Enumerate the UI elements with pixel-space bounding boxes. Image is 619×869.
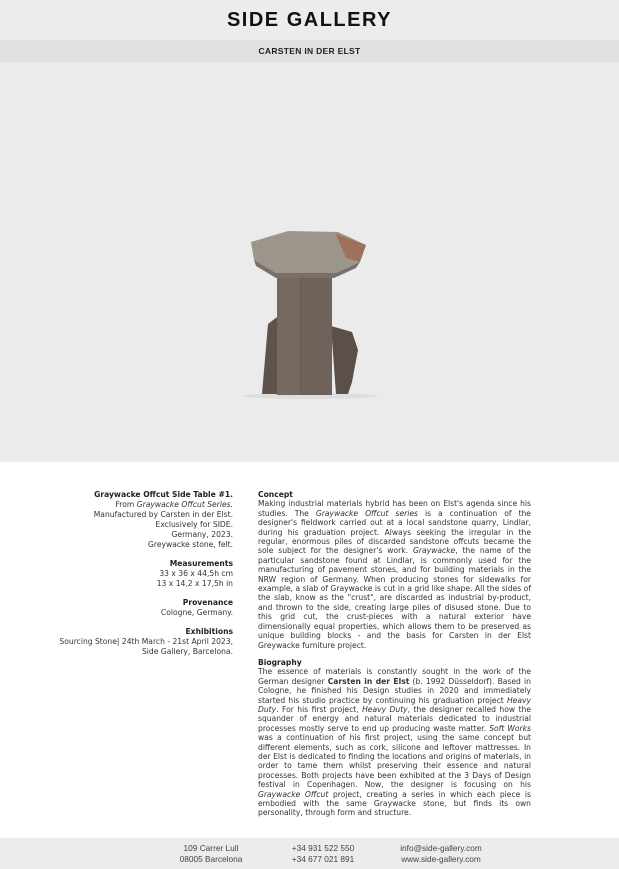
measurements-heading: Measurements [169, 559, 233, 568]
email-link[interactable]: info@side-gallery.com [400, 843, 482, 853]
address-line-1: 109 Carrer Lull [183, 843, 239, 853]
product-photo [0, 62, 619, 462]
biography-heading: Biography [258, 657, 302, 667]
concept-emphasis: Graywacke Offcut series [315, 508, 418, 518]
product-title: Graywacke Offcut Side Table #1. [94, 490, 233, 499]
concept-text-part: , the name of the particular sandstone found at Lindlar, is commonly used for the manufacturing of pavement stones, and for building materials in the NRW region of Germany. When producing stones for sidewalks for example, a slab of Graywacke is cut in a grid like shape. All the sides of the slab, know as the "crust", are discarded as industrial by-product, and thrown to the side, creating large piles of disused stone. Due to this grid cut, the crust-pieces with a natural exterior have dimensionally equal properties, which allows them to be preserved as unique building blocks - and the basis for Carsten in der Elst Greywacke furniture project. [258, 546, 531, 650]
biography-text-part: , the designer recalled how the squander of energy and natural materials dedicated to industrial processes mostly serve to end up producing waste matter. [258, 704, 531, 733]
exhibitions-block [40, 627, 233, 657]
concept-text-part: is a continuation of the designer's fieldwork carried out at a local sandstone quarry, Lindlar, during his graduation project. Always seeking the irregular in the regular, enormous piles of discarded sandstone offcuts became the sole subject for the designer's work. [258, 508, 531, 556]
biography-emphasis: Heavy Duty [362, 704, 408, 714]
footer-address [150, 843, 272, 865]
exhibition-line-2: Side Gallery, Barcelona. [141, 647, 233, 656]
product-manufacturer: Manufactured by Carsten in der Elst. [93, 510, 233, 519]
exhibition-line-1: Sourcing Stone| 24th March - 21st April 2023, [59, 637, 233, 646]
footer-contact [381, 843, 501, 865]
biography-text-part: (b. 1992 Düsseldorf). Based in Cologne, he finished his Design studies in 2020 and immediately started his studio practice by continuing his graduation project [258, 676, 531, 705]
concept-heading: Concept [258, 490, 293, 499]
measurement-in: 13 x 14,2 x 17,5h in [156, 579, 233, 588]
designer-name-bold: Carsten in der Elst [327, 676, 410, 686]
column-face [277, 277, 301, 395]
header [0, 0, 619, 40]
description-column [258, 490, 531, 826]
footer-phones [264, 843, 382, 865]
provenance-heading: Provenance [182, 598, 233, 607]
series-name: Graywacke Offcut Series. [136, 500, 233, 509]
product-summary [40, 490, 233, 550]
designer-name: CARSTEN IN DER ELST [258, 46, 361, 56]
measurement-cm: 33 x 36 x 44,5h cm [159, 569, 233, 578]
concept-emphasis: Graywacke [412, 546, 456, 556]
designer-bar [0, 40, 619, 62]
biography-text [258, 667, 531, 818]
biography-emphasis: Graywacke Offcut [258, 789, 329, 799]
biography-text-part: The essence of materials is constantly sought in the work of the German designer [258, 667, 531, 686]
product-details [40, 490, 233, 666]
right-fin [331, 326, 358, 394]
website-link[interactable]: www.side-gallery.com [401, 854, 481, 864]
provenance-block [40, 598, 233, 618]
address-line-2: 08005 Barcelona [179, 854, 243, 864]
series-prefix: From [115, 500, 137, 509]
brand-logo[interactable]: SIDE GALLERY [226, 9, 393, 31]
concept-text [258, 499, 531, 650]
product-series [40, 500, 233, 510]
biography-emphasis: Soft Works [489, 723, 531, 733]
product-exclusive: Exclusively for SIDE. [155, 520, 233, 529]
provenance-value: Cologne, Germany. [160, 608, 233, 617]
biography-text-part: was a continuation of his first project, using the same concept but different elements, such as cork, silicone and leftover mattresses. In der Elst is dedicated to finding the locations and origins of materials, in order to tame them whilst preserving their essence and natural processes. Both projects have been exhibited at the 3 Days of Design festival in Copenhagen. Now, the designer is focusing on his [258, 733, 531, 790]
phone-link-2[interactable]: +34 677 021 891 [291, 854, 355, 864]
product-materials: Greywacke stone, felt. [148, 540, 233, 549]
footer [0, 838, 619, 869]
phone-link-1[interactable]: +34 931 522 550 [291, 843, 355, 853]
biography-text-part: . For his first project, [276, 704, 363, 714]
side-table-illustration [0, 62, 619, 462]
biography-emphasis: Heavy Duty [258, 695, 531, 714]
exhibitions-heading: Exhibitions [185, 627, 233, 636]
measurements-block [40, 559, 233, 589]
product-origin: Germany, 2023. [171, 530, 233, 539]
concept-text-part: Making industrial materials hybrid has been on Elst's agenda since his studies. The [258, 499, 531, 518]
biography-text-part: project, creating a series in which each piece is embodied with the same Graywacke stone, but finds its own personality, through form and structure. [258, 789, 531, 818]
